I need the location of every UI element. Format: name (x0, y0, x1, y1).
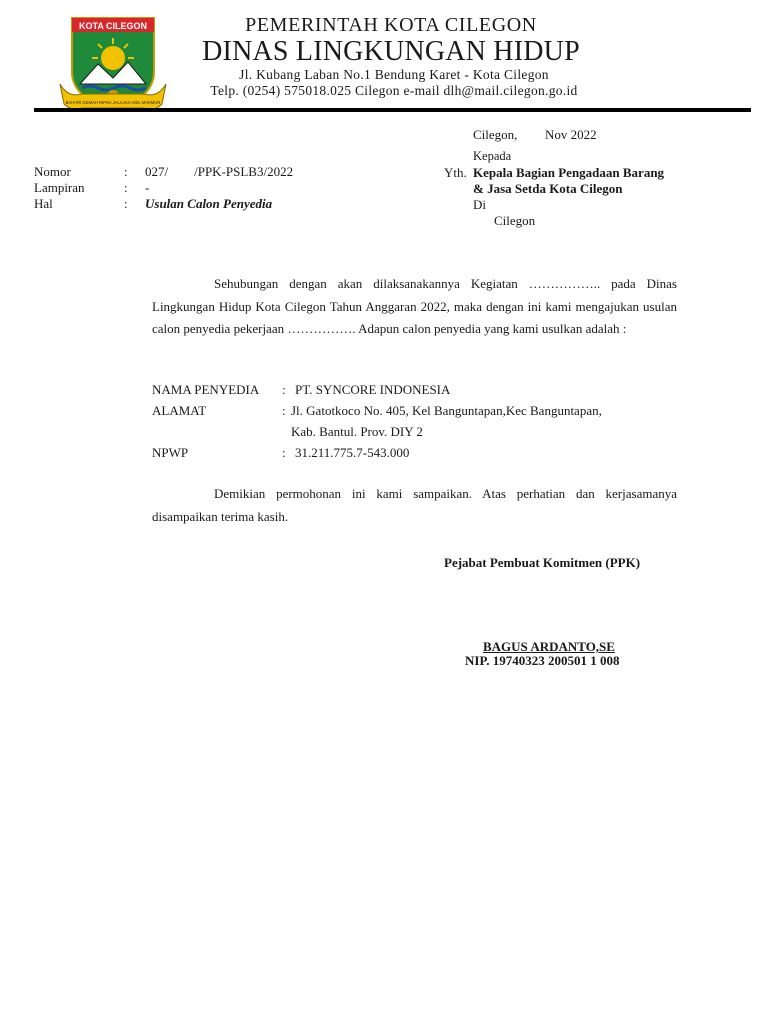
signature-name: BAGUS ARDANTO,SE (483, 639, 615, 654)
hal-label: Hal (34, 196, 53, 211)
svg-text:BAHARI GEMAH RIPAH JALAJAH ADI: BAHARI GEMAH RIPAH JALAJAH ADIL MAKMUR (65, 100, 161, 105)
vendor-npwp-value: 31.211.775.7-543.000 (295, 445, 410, 460)
letterhead-government: PEMERINTAH KOTA CILEGON (245, 14, 537, 36)
letterhead-address: Jl. Kubang Laban No.1 Bendung Karet - Kota Cilegon (239, 67, 549, 82)
vendor-address-line2: Kab. Bantul. Prov. DIY 2 (291, 424, 423, 439)
hal-separator: : (124, 196, 128, 211)
vendor-address-label: ALAMAT (152, 403, 207, 418)
body-paragraph-closing (152, 483, 677, 528)
lampiran-label: Lampiran (34, 180, 85, 195)
nomor-value: 027/ /PPK-PSLB3/2022 (145, 164, 294, 179)
vendor-name-separator: : (282, 382, 286, 397)
vendor-name-label: NAMA PENYEDIA (152, 382, 260, 397)
signature-nip: NIP. 19740323 200501 1 008 (465, 653, 620, 668)
body-paragraph-opening (152, 273, 677, 341)
recipient-name-line1: Kepala Bagian Pengadaan Barang (473, 165, 665, 180)
hal-value: Usulan Calon Penyedia (145, 196, 273, 211)
body-paragraph-opening-text: Sehubungan dengan akan dilaksanakannya Kegiatan …………….. pada Dinas Lingkungan Hidup Kota Cilegon Tahun Anggaran 2022, maka dengan ini kami mengajukan usulan calon penyedia pekerjaan ……………. Adapun calon penyedia yang kami usulkan adalah : (152, 276, 677, 336)
recipient-name-line2: & Jasa Setda Kota Cilegon (473, 181, 623, 196)
letter-date: Nov 2022 (545, 127, 597, 142)
letterhead-divider (34, 108, 751, 112)
nomor-separator: : (124, 164, 128, 179)
letter-place: Cilegon, (473, 127, 518, 142)
recipient-city: Cilegon (494, 213, 536, 228)
letterhead-agency: DINAS LINGKUNGAN HIDUP (202, 36, 580, 67)
body-paragraph-closing-text: Demikian permohonan ini kami sampaikan. Atas perhatian dan kerjasamanya disampaikan terima kasih. (152, 486, 677, 524)
signature-title: Pejabat Pembuat Komitmen (PPK) (444, 555, 641, 570)
vendor-name-value: PT. SYNCORE INDONESIA (295, 382, 451, 397)
recipient-yth: Yth. (444, 165, 467, 180)
recipient-kepada: Kepada (473, 149, 512, 163)
lampiran-separator: : (124, 180, 128, 195)
recipient-di: Di (473, 197, 486, 212)
vendor-address-separator: : (282, 403, 286, 418)
letterhead-contact: Telp. (0254) 575018.025 Cilegon e-mail dlh@mail.cilegon.go.id (210, 83, 578, 98)
nomor-label: Nomor (34, 164, 71, 179)
vendor-address-line1: Jl. Gatotkoco No. 405, Kel Banguntapan,Kec Banguntapan, (291, 403, 602, 418)
vendor-npwp-label: NPWP (152, 445, 189, 460)
svg-text:KOTA CILEGON: KOTA CILEGON (79, 21, 147, 31)
lampiran-value: - (145, 180, 150, 195)
vendor-npwp-separator: : (282, 445, 286, 460)
